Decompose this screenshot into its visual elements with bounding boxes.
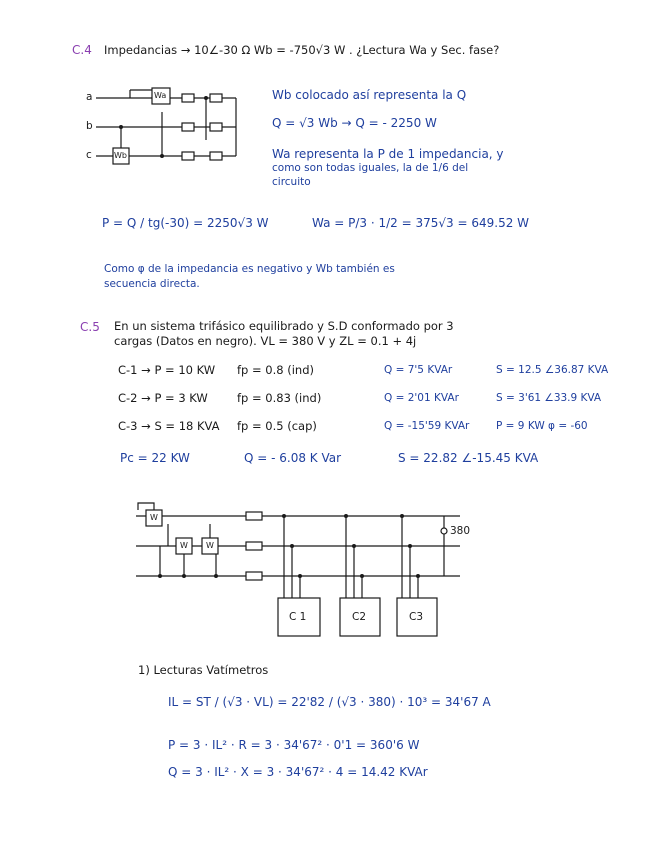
c4-note-wb: Wb colocado así representa la Q [272,88,467,102]
c5-equation-p: P = 3 · IL² · R = 3 · 34'67² · 0'1 = 360'6 W [168,738,420,752]
c5-row2-q: Q = 2'01 KVAr [384,392,459,404]
c5-row1-s: S = 12.5 ∠36.87 KVA [496,364,609,376]
c4-conclusion-line2: secuencia directa. [104,278,200,290]
c4-meter-wb-label: Wb [114,151,127,160]
problem-c4-statement: Impedancias → 10∠-30 Ω Wb = -750√3 W . ¿Lectura Wa y Sec. fase? [104,43,500,57]
c5-row2-s: S = 3'61 ∠33.9 KVA [496,392,602,404]
c5-part1-title: 1) Lecturas Vatímetros [138,663,269,677]
c5-row1-load: C-1 → P = 10 KW [118,363,216,377]
problem-c5-label: C.5 [80,320,100,334]
c5-meter3-label: W [206,541,214,550]
c5-meter2-label: W [180,541,188,550]
c4-phase-a-label: a [86,91,93,103]
c4-phase-b-label: b [86,120,93,132]
c4-equation-wa: Wa = P/3 · 1/2 = 375√3 = 649.52 W [312,216,530,230]
c5-equation-il: IL = ST / (√3 · VL) = 22'82 / (√3 · 380) · 10³ = 34'67 A [168,695,491,709]
c4-note-wa-line3: circuito [272,176,311,188]
c5-row1-q: Q = 7'5 KVAr [384,364,453,376]
c4-equation-q: Q = √3 Wb → Q = - 2250 W [272,116,437,130]
c5-row2-load: C-2 → P = 3 KW [118,391,208,405]
c4-equation-p: P = Q / tg(-30) = 2250√3 W [102,216,269,230]
c5-total-s: S = 22.82 ∠-15.45 KVA [398,451,539,465]
problem-c5-statement-line2: cargas (Datos en negro). VL = 380 V y ZL = 0.1 + 4j [114,334,417,348]
c5-row3-q: Q = -15'59 KVAr [384,420,470,432]
c5-meter1-label: W [150,513,158,522]
c4-meter-wa-label: Wa [154,91,167,100]
c4-phase-c-label: c [86,149,92,161]
c5-load-3-label: C3 [409,611,424,623]
c5-voltage-label: 380 [450,525,471,537]
c5-row3-load: C-3 → S = 18 KVA [118,419,220,433]
c5-line-impedance-t [246,572,262,580]
c4-note-wa-line2: como son todas iguales, la de 1/6 del [272,162,469,174]
c5-row3-s: P = 9 KW φ = -60 [496,420,588,432]
c5-row3-fp: fp = 0.5 (cap) [237,419,317,433]
problem-c4-label: C.4 [72,43,92,57]
c5-total-p: Pc = 22 KW [120,451,190,465]
problem-c5-statement-line1: En un sistema trifásico equilibrado y S.D conformado por 3 [114,319,454,333]
c5-row1-fp: fp = 0.8 (ind) [237,363,314,377]
c5-equation-q: Q = 3 · IL² · X = 3 · 34'67² · 4 = 14.42 KVAr [168,765,428,779]
c5-load-1-label: C 1 [289,611,307,623]
c5-line-impedance-s [246,542,262,550]
c4-conclusion-line1: Como φ de la impedancia es negativo y Wb también es [104,263,395,275]
c5-row2-fp: fp = 0.83 (ind) [237,391,322,405]
c5-total-q: Q = - 6.08 K Var [244,451,342,465]
c5-load-2-label: C2 [352,611,367,623]
c4-note-wa-line1: Wa representa la P de 1 impedancia, y [272,147,504,161]
c5-line-impedance-r [246,512,262,520]
